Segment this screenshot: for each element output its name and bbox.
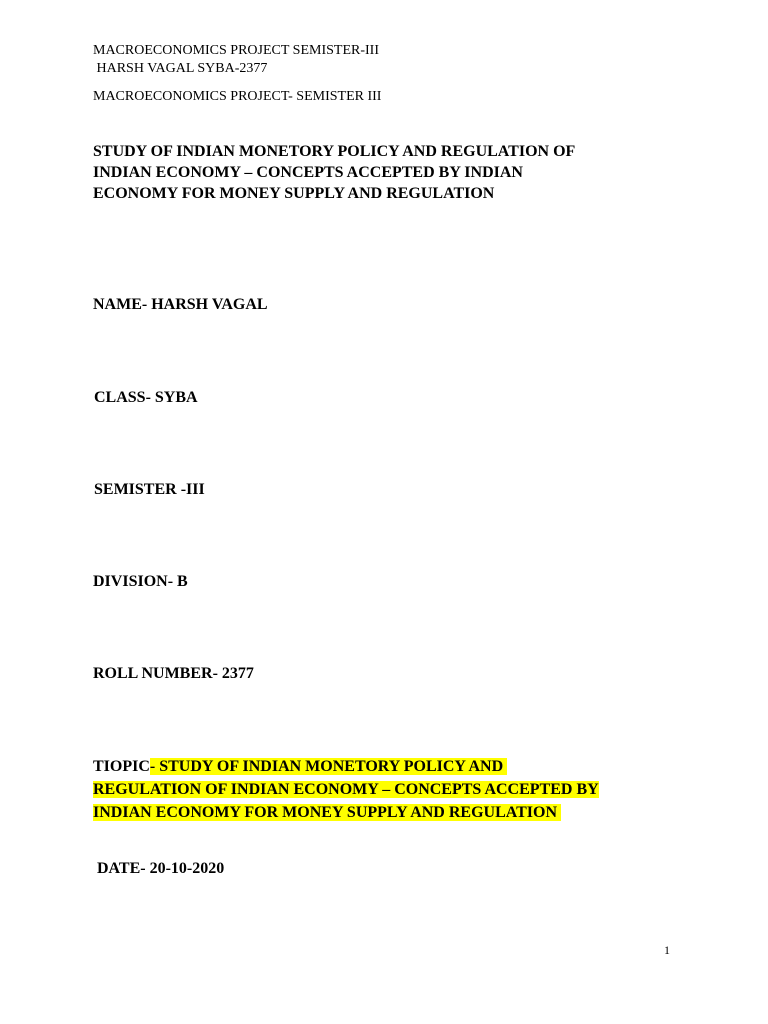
page-number: 1 (664, 943, 670, 957)
title-line-3: ECONOMY FOR MONEY SUPPLY AND REGULATION (93, 185, 495, 202)
topic-label: TIOPIC (93, 758, 150, 775)
topic-block (93, 755, 713, 824)
division-field: DIVISION- B (93, 573, 188, 590)
topic-line-3: INDIAN ECONOMY FOR MONEY SUPPLY AND REGULATION (93, 804, 562, 821)
project-title (93, 141, 693, 204)
name-field: NAME- HARSH VAGAL (93, 296, 268, 313)
topic-row-2 (93, 778, 713, 801)
topic-line-2: REGULATION OF INDIAN ECONOMY – CONCEPTS ACCEPTED BY (93, 781, 599, 798)
topic-row-3 (93, 801, 713, 824)
date-field: DATE- 20-10-2020 (97, 860, 225, 877)
roll-number-field: ROLL NUMBER- 2377 (93, 665, 254, 682)
topic-row-1 (93, 755, 713, 778)
title-line-2: INDIAN ECONOMY – CONCEPTS ACCEPTED BY INDIAN (93, 164, 523, 181)
header-line-2: HARSH VAGAL SYBA-2377 (93, 61, 268, 76)
semester-field: SEMISTER -III (94, 481, 205, 498)
title-line-1: STUDY OF INDIAN MONETORY POLICY AND REGULATION OF (93, 143, 576, 160)
header-line-1: MACROECONOMICS PROJECT SEMISTER-III (93, 43, 379, 58)
topic-line-1: - STUDY OF INDIAN MONETORY POLICY AND (149, 758, 508, 775)
class-field: CLASS- SYBA (94, 389, 198, 406)
header-line-3: MACROECONOMICS PROJECT- SEMISTER III (93, 89, 382, 104)
